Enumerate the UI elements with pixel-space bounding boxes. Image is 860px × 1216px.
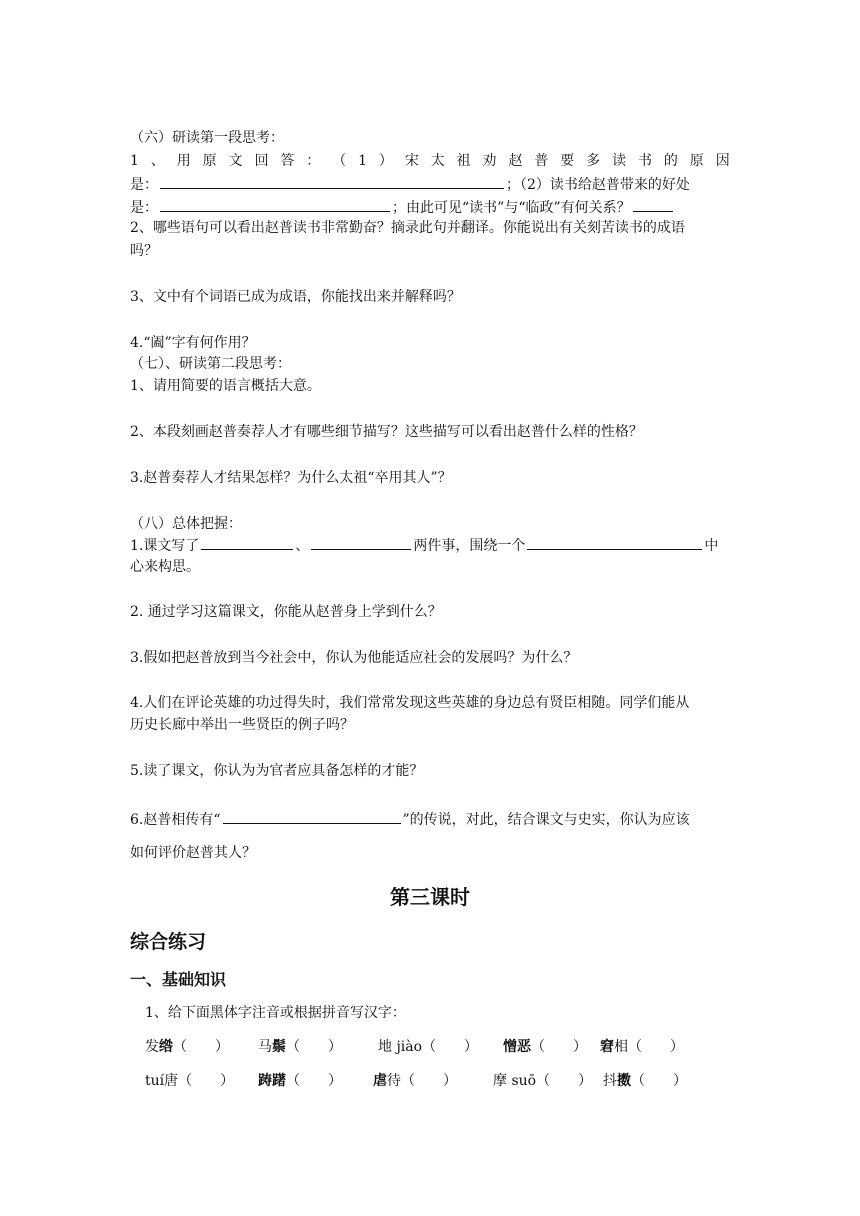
pinyin-item [503,1036,587,1056]
q1-char: 普 [534,153,549,169]
section6-q1-line2 [130,174,690,195]
s8-q1-d: 中 [704,538,719,554]
q1-char: 回 [254,153,269,169]
q1-char: 读 [612,153,627,169]
s8-q1-a: 1.课文写了 [130,538,200,554]
section8-q4-line2: 历史长廊中举出一些贤臣的例子吗？ [130,717,354,733]
lesson3-part1: 一、基础知识 [130,970,227,989]
pinyin-item [258,1036,342,1056]
q1-blank-2[interactable] [160,197,390,212]
s8-q6-a: 6.赵普相传有“ [130,812,221,828]
s8-q1-b: 、 [295,538,310,554]
section8-heading: （八）总体把握： [130,516,242,532]
section6-q3: 3、文中有个词语已成为成语，你能找出来并解释吗？ [130,289,461,305]
q1-char: 文 [228,153,243,169]
lesson3-title: 第三课时 [390,885,470,909]
pinyin-item-bold: 擞 [617,1073,631,1089]
section7-heading: （七）、研读第二段思考： [130,356,291,372]
q1-label-d: ；由此可见“读书”与“临政”有何关系？ [392,200,631,216]
q1-char: 劝 [482,153,497,169]
pinyin-item [258,1070,342,1090]
q1-char: 原 [689,153,704,169]
q1-blank-3[interactable] [633,197,673,212]
s8-q1-blank-1[interactable] [201,535,293,550]
pinyin-row-1 [145,1036,745,1056]
q1-char: ： [306,153,321,169]
q1-char: 原 [202,153,217,169]
s8-q1-blank-2[interactable] [311,535,411,550]
pinyin-item-pre: 马 [258,1039,272,1055]
q1-blank-1[interactable] [160,174,504,189]
pinyin-item-bold: 踌躇 [258,1073,286,1089]
pinyin-item-bold: 虐 [373,1073,387,1089]
section8-q4-line1: 4.人们在评论英雄的功过得失时，我们常常发现这些英雄的身边总有贤臣相随。同学们能从 [130,695,690,711]
q1-char: 太 [430,153,445,169]
pinyin-item-post[interactable]: （ ） [422,1039,479,1055]
pinyin-item-post[interactable]: （ ） [536,1073,593,1089]
section8-q3: 3.假如把赵普放到当今社会中，你认为他能适应社会的发展吗？为什么？ [130,650,578,666]
pinyin-item-pre: 抖 [603,1073,617,1089]
q1-char: 1 [130,153,139,169]
pinyin-item-pre: 摩 suō [493,1073,537,1089]
q1-char: 答 [280,153,295,169]
q1-label-a: 是： [130,177,158,193]
pinyin-item-post[interactable]: （ ） [631,1073,687,1089]
pinyin-item-post[interactable]: 相（ ） [614,1039,684,1055]
pinyin-item-post[interactable]: （ ） [286,1039,342,1055]
pinyin-item-bold: 窘 [600,1039,614,1055]
section7-q2: 2、本段刻画赵普奏荐人才有哪些细节描写？这些描写可以看出赵普什么样的性格？ [130,424,643,440]
q1-char: ） [378,153,393,169]
q1-char: 1 [358,153,367,169]
q1-char: 赵 [508,153,523,169]
section6-q2-line1: 2、哪些语句可以看出赵普读书非常勤奋？摘录此句并翻译。你能说出有关刻苦读书的成语 [130,220,685,236]
pinyin-item [493,1070,592,1090]
q1-char: 宋 [404,153,419,169]
lesson3-q1: 1、给下面黑体字注音或根据拼音写汉字： [145,1005,406,1021]
section8-q1-line2: 心来构思。 [130,559,200,575]
s8-q6-b: ”的传说，对此，结合课文与史实，你认为应该 [402,812,690,828]
pinyin-item-pre: 发 [145,1039,159,1055]
q1-char: 、 [150,153,165,169]
pinyin-row-2 [145,1070,745,1090]
section8-q6-line1 [130,809,690,830]
q1-char: 多 [586,153,601,169]
section7-q3: 3.赵普奏荐人才结果怎样？为什么太祖“卒用其人”？ [130,470,452,486]
pinyin-item-pre: tuí唐 [145,1073,179,1089]
pinyin-item-bold: 绺 [159,1039,173,1055]
section7-q1: 1、请用简要的语言概括大意。 [130,378,321,394]
pinyin-item [373,1070,457,1090]
section8-q5: 5.读了课文，你认为为官者应具备怎样的才能？ [130,763,424,779]
q1-char: 祖 [456,153,471,169]
section6-q1-line1 [130,151,730,171]
pinyin-item-pre: 地 jiào [378,1039,423,1055]
pinyin-item-post[interactable]: （ ） [178,1073,235,1089]
q1-label-c: 是： [130,200,158,216]
section6-heading: （六）研读第一段思考： [130,130,284,146]
section6-q1-line3 [130,197,675,218]
pinyin-item [603,1070,687,1090]
section8-q2: 2. 通过学习这篇课文，你能从赵普身上学到什么？ [130,604,442,620]
pinyin-item [145,1070,234,1090]
section8-q1-line1 [130,535,718,556]
pinyin-item-bold: 憎恶 [503,1039,531,1055]
pinyin-item [145,1036,229,1056]
pinyin-item [378,1036,478,1056]
q1-label-b: ；（2）读书给赵普带来的好处 [506,177,690,193]
s8-q6-blank[interactable] [223,809,401,824]
q1-char: 书 [637,153,652,169]
s8-q1-c: 两件事，围绕一个 [413,538,526,554]
section8-q6-line2: 如何评价赵普其人？ [130,845,256,861]
q1-char: （ [332,153,347,169]
section6-q4: 4.“阖”字有何作用？ [130,335,256,351]
pinyin-item-post[interactable]: 待（ ） [387,1073,457,1089]
section6-q2-line2: 吗？ [130,243,158,259]
q1-char: 用 [176,153,191,169]
pinyin-item-post[interactable]: （ ） [531,1039,587,1055]
pinyin-item [600,1036,684,1056]
s8-q1-blank-3[interactable] [527,535,702,550]
q1-char: 的 [663,153,678,169]
pinyin-item-post[interactable]: （ ） [173,1039,229,1055]
q1-char: 要 [560,153,575,169]
pinyin-item-post[interactable]: （ ） [286,1073,342,1089]
q1-char: 因 [715,153,730,169]
pinyin-item-bold: 鬃 [272,1039,286,1055]
lesson3-subtitle: 综合练习 [130,931,207,953]
